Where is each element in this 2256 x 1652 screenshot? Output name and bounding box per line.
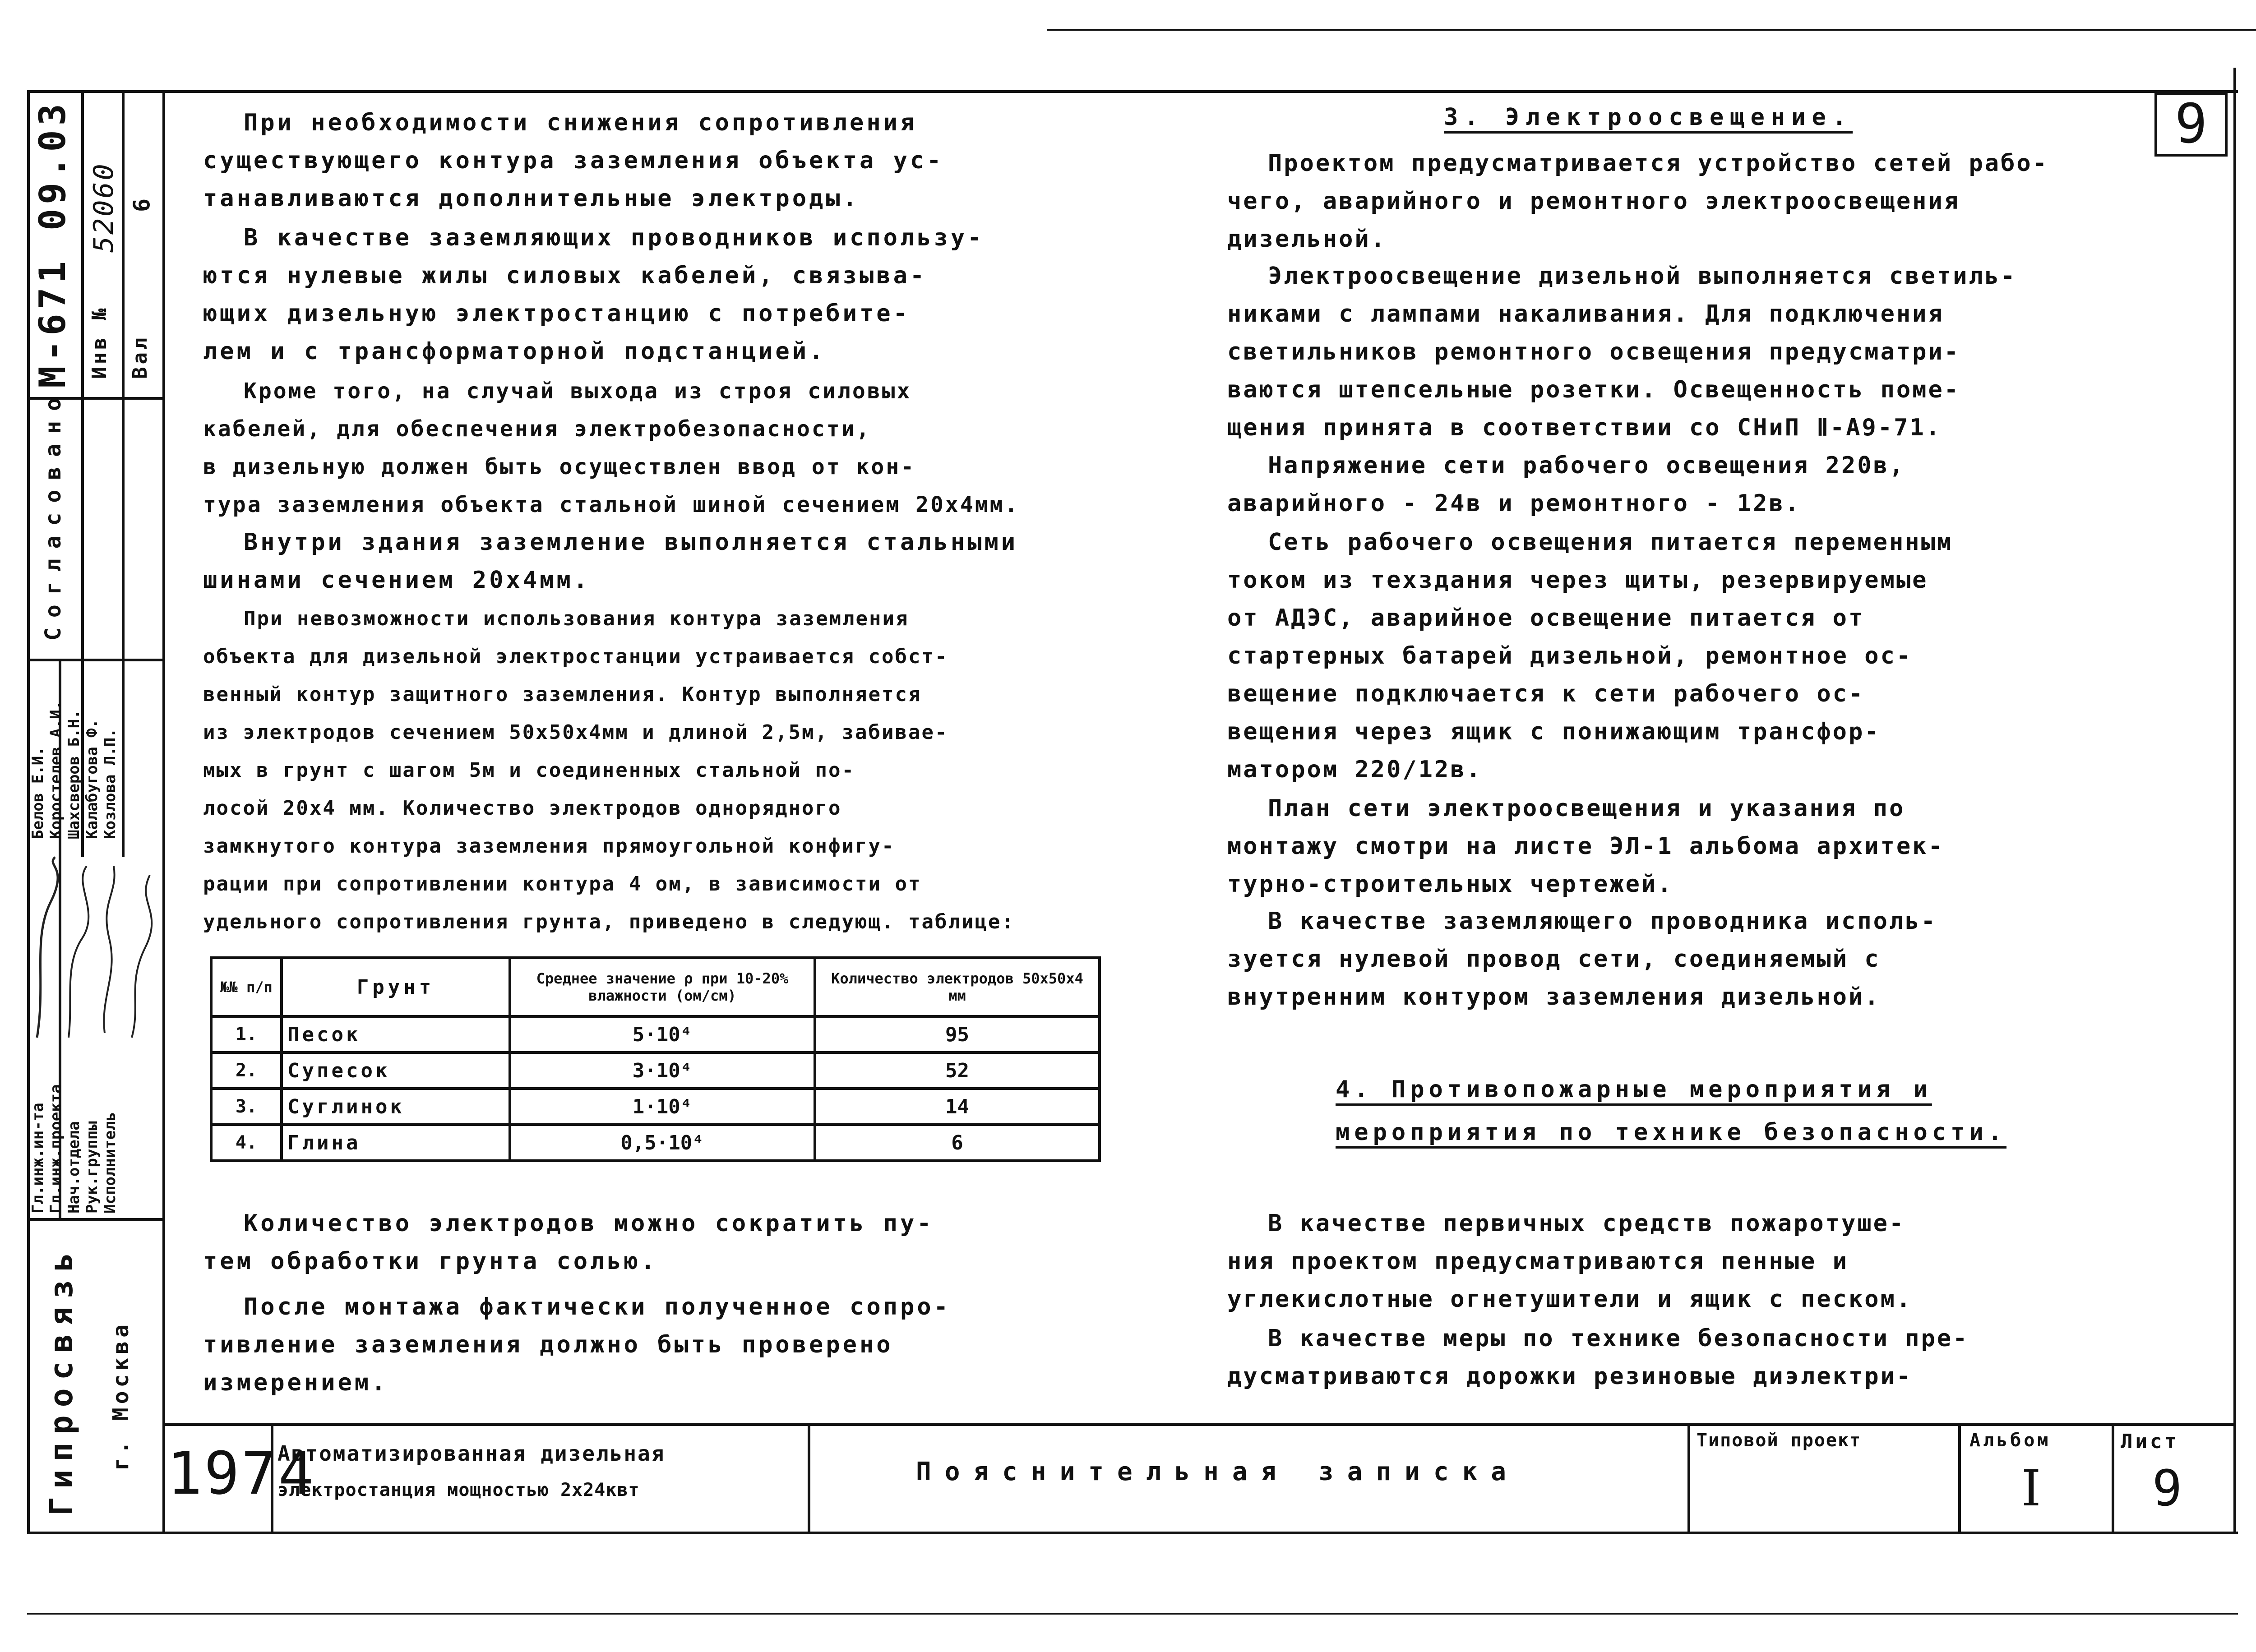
cell-soil: Супесок [282, 1052, 510, 1089]
section-4-heading-line-2: мероприятия по технике безопасности. [1336, 1119, 2007, 1146]
strip-divider [162, 90, 165, 1532]
org-city: г. Москва [108, 1320, 134, 1471]
frame-bottom [27, 1532, 2238, 1534]
soil-table-header [211, 958, 1100, 1016]
right-paragraph-6: В качестве заземляющего проводника исполь- зуется нулевой провод сети, соединяемый с внутренним контуром заземления дизельной. [1227, 908, 1937, 1011]
album-label: Альбом [1969, 1430, 2051, 1451]
table-row [211, 1016, 1100, 1052]
tb-line-2 [808, 1423, 810, 1532]
right-paragraph-1: Проектом предусматривается устройство сетей рабо- чего, аварийного и ремонтного электроосвещения дизельной. [1227, 150, 2049, 253]
cell-electrodes: 6 [815, 1125, 1100, 1161]
project-title-line-2: электростанция мощностью 2х24квт [277, 1480, 640, 1500]
sheet-value: 9 [2152, 1459, 2182, 1517]
left-paragraph-2: В качестве заземляющих проводников использу- ются нулевые жилы силовых кабелей, связыва- ющих дизельную электростанцию с потребите- лем и с трансформаторной подстанцией. [203, 224, 985, 365]
cell-resistivity: 5·10⁴ [510, 1016, 815, 1052]
role-0: Гл.инж.ин-та [29, 1103, 47, 1214]
left-paragraph-1: При необходимости снижения сопротивления существующего контура заземления объекта ус- танавливаются дополнительные электроды. [203, 109, 944, 212]
strip-col-line-2 [122, 90, 125, 857]
cell-soil: Песок [282, 1016, 510, 1052]
val-number: 6 [129, 198, 155, 212]
soglasovano-label: Согласовано [41, 388, 66, 641]
top-edge-line [1047, 29, 2256, 31]
role-4: Исполнитель [101, 1112, 119, 1214]
cell-electrodes: 14 [815, 1089, 1100, 1125]
role-2: Нач.отдела [65, 1121, 83, 1214]
org-name: Гипросвязь [43, 1244, 80, 1516]
project-code: М-671 09.03 [32, 99, 74, 388]
strip-row-line-3 [27, 1218, 162, 1221]
year: 1974 [167, 1439, 316, 1508]
name-3: Калабугова Ф. [83, 719, 101, 839]
left-paragraph-4: Внутри здания заземление выполняется стальными шинами сечением 20х4мм. [203, 529, 1018, 594]
name-2: Шахсверов Б.Н. [65, 710, 83, 839]
th-num: №№ п/п [211, 958, 282, 1016]
typical-project-label: Типовой проект [1697, 1430, 1862, 1451]
right-paragraph-5: План сети электроосвещения и указания по монтажу смотри на листе ЭЛ-1 альбома архитек- турно-строительных чертежей. [1227, 795, 1944, 898]
val-label: Вал [129, 335, 152, 379]
frame-right [2233, 68, 2236, 1532]
cell-num: 4. [211, 1125, 282, 1161]
left-paragraph-3: Кроме того, на случай выхода из строя силовых кабелей, для обеспечения электробезопасности, в дизельную должен быть осуществлен ввод от кон- тура заземления объекта стальной шиной сечением 20х4мм. [203, 378, 1020, 517]
role-1: Гл.инж.проекта [47, 1084, 65, 1214]
tb-line-5 [2112, 1423, 2114, 1532]
name-1: Коростелев А.И. [47, 700, 65, 839]
album-value: I [2021, 1459, 2041, 1517]
th-soil: Грунт [282, 958, 510, 1016]
right-paragraph-3: Напряжение сети рабочего освещения 220в, аварийного - 24в и ремонтного - 12в. [1227, 452, 1905, 517]
inv-number: 52060 [88, 162, 120, 253]
th-resistivity: Среднее значение ρ при 10-20% влажности (ом/см) [510, 958, 815, 1016]
left-paragraph-6: Количество электродов можно сократить пу- тем обработки грунта солью. [203, 1210, 934, 1275]
document-title: Пояснительная записка [916, 1457, 1520, 1486]
right-paragraph-8: В качестве меры по технике безопасности пре- дусматриваются дорожки резиновые диэлектри- [1227, 1325, 1969, 1390]
cell-soil: Суглинок [282, 1089, 510, 1125]
tb-line-4 [1958, 1423, 1961, 1532]
signatures-scribble [28, 848, 162, 1047]
cell-soil: Глина [282, 1125, 510, 1161]
sheet-number-badge: 9 [2154, 92, 2228, 157]
section-4-heading-line-1: 4. Противопожарные мероприятия и [1336, 1076, 1932, 1103]
cell-num: 2. [211, 1052, 282, 1089]
tb-line-3 [1687, 1423, 1690, 1532]
right-paragraph-7: В качестве первичных средств пожаротуше- ния проектом предусматриваются пенные и углекислотные огнетушители и ящик с песком. [1227, 1210, 1913, 1313]
right-paragraph-4: Сеть рабочего освещения питается переменным током из техздания через щиты, резервируемые от АДЭС, аварийное освещение питается от стартерных батарей дизельной, ремонтное ос- вещение подключается к сети рабочего ос- вещения через ящик с понижающим трансфор- матором 220/12в. [1227, 529, 1953, 783]
bottom-edge-line [27, 1613, 2238, 1615]
cell-electrodes: 95 [815, 1016, 1100, 1052]
title-block-top [162, 1423, 2233, 1426]
frame-top [27, 90, 2238, 93]
cell-resistivity: 3·10⁴ [510, 1052, 815, 1089]
project-title-line-1: Автоматизированная дизельная [277, 1441, 666, 1466]
right-paragraph-2: Электроосвещение дизельной выполняется светиль- никами с лампами накаливания. Для подключения светильников ремонтного освещения предусматри- ваются штепсельные розетки. Освещенность поме- щения принята в соответствии со СНиП Ⅱ-А9-71. [1227, 263, 2017, 441]
table-row [211, 1089, 1100, 1125]
cell-resistivity: 0,5·10⁴ [510, 1125, 815, 1161]
inv-label: Инв № [88, 305, 111, 379]
left-paragraph-5: При невозможности использования контура заземления объекта для дизельной электростанции устраивается собст- венный контур защитного заземления. Контур выполняется из электродов сечением 50х50х4мм и длиной 2,5м, забивае- мых в грунт с шагом 5м и соединенных стальной по- лосой 20х4 мм. Количество электродов однорядного замкнутого контура заземления прямоугольной конфигу- рации при сопротивлении контура 4 ом, в зависимости от удельного сопротивления грунта, приведено в следующ. таблице: [203, 607, 1015, 933]
table-row [211, 1125, 1100, 1161]
table-row [211, 1052, 1100, 1089]
cell-num: 3. [211, 1089, 282, 1125]
cell-resistivity: 1·10⁴ [510, 1089, 815, 1125]
strip-row-line-2 [27, 659, 162, 661]
th-electrodes: Количество электродов 50х50х4 мм [815, 958, 1100, 1016]
left-paragraph-7: После монтажа фактически полученное сопро- тивление заземления должно быть проверено измерением. [203, 1293, 951, 1396]
section-3-heading: 3. Электроосвещение. [1444, 104, 1853, 131]
cell-electrodes: 52 [815, 1052, 1100, 1089]
name-0: Белов Е.И. [29, 747, 47, 839]
sheet-label: Лист [2121, 1430, 2179, 1453]
soil-table [210, 956, 1101, 1162]
role-3: Рук.группы [83, 1121, 101, 1214]
name-4: Козлова Л.П. [101, 728, 119, 839]
cell-num: 1. [211, 1016, 282, 1052]
